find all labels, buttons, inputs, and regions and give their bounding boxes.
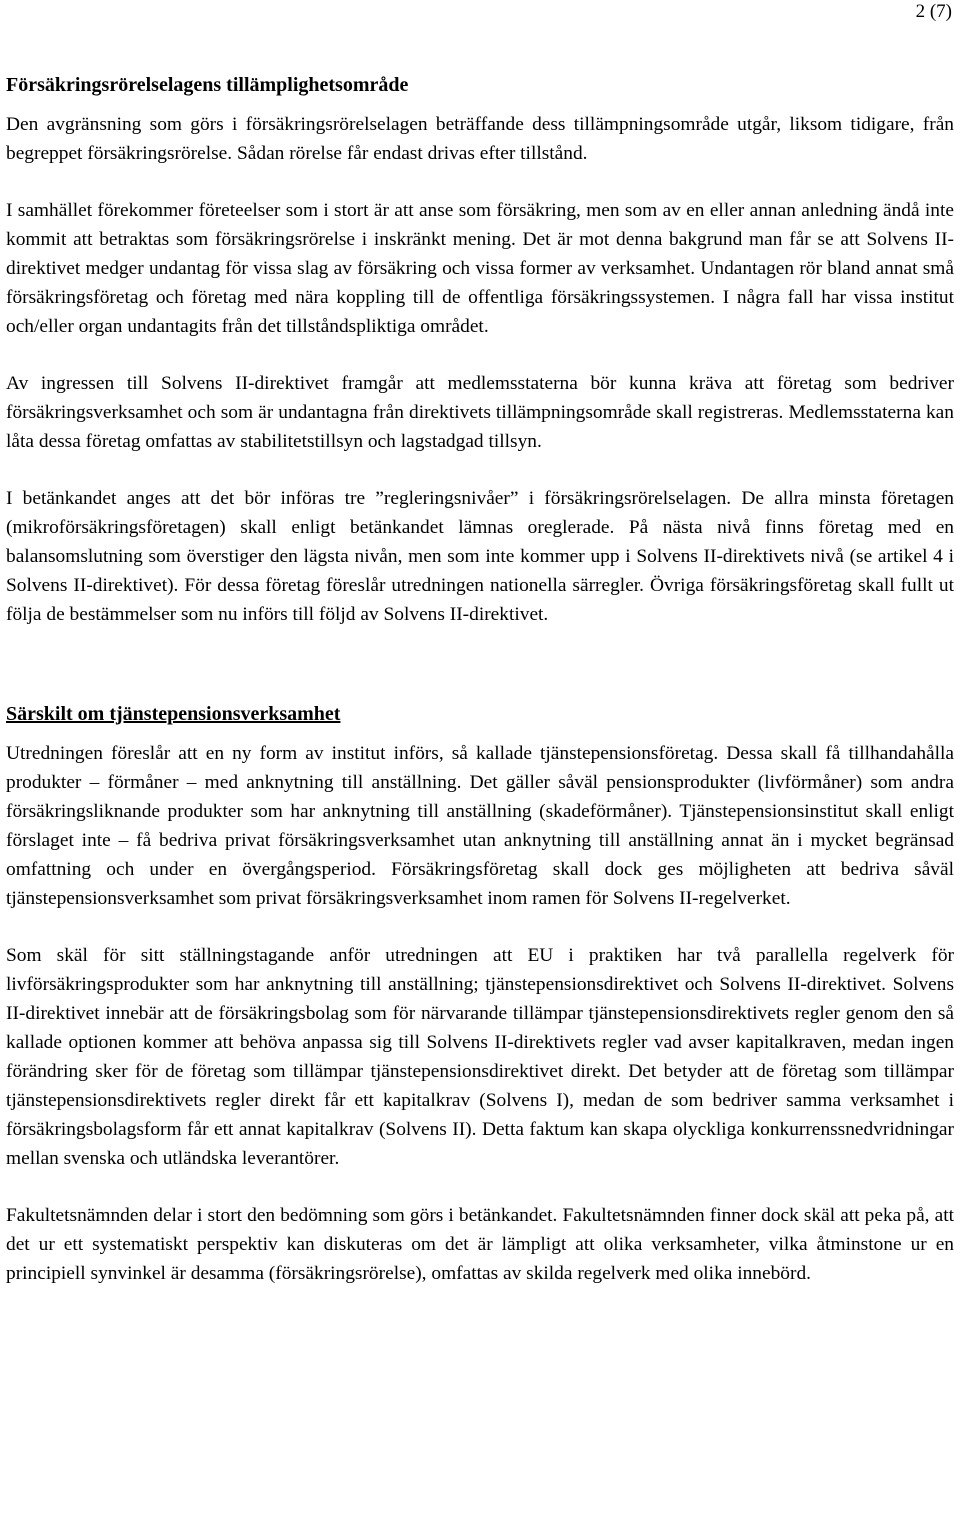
section-heading: Särskilt om tjänstepensionsverksamhet bbox=[6, 703, 341, 725]
section-spacer bbox=[6, 681, 954, 701]
paragraph: I samhället förekommer företeelser som i stort är att anse som försäkring, men som av en eller annan anledning ändå inte kommit att betraktas som försäkringsrörelse i inskränkt mening. Det är mot denna bakgrund man får se att Solvens II-direktivet medger undantag för vissa slag av försäkring och vissa former av verksamhet. Undantagen rör bland annat små försäkringsföretag och företag med nära koppling till de offentliga försäkringssystemen. I några fall har vissa institut och/eller organ undantagits från det tillståndspliktiga området. bbox=[6, 200, 954, 337]
paragraph: Den avgränsning som görs i försäkringsrörelselagen beträffande dess tillämpningsområde utgår, liksom tidigare, från begreppet försäkringsrörelse. Sådan rörelse får endast drivas efter tillstånd. bbox=[6, 114, 954, 164]
paragraph: I betänkandet anges att det bör införas tre ”regleringsnivåer” i försäkringsrörelselagen. De allra minsta företagen (mikroförsäkringsföretagen) skall enligt betänkandet lämnas oreglerade. På nästa nivå finns företag med en balansomslutning som överstiger den lägsta nivån, men som inte kommer upp i Solvens II-direktivets nivå (se artikel 4 i Solvens II-direktivet). För dessa företag föreslår utredningen nationella särregler. Övriga försäkringsföretag skall fullt ut följa de bestämmelser som nu införs till följd av Solvens II-direktivet. bbox=[6, 488, 954, 625]
section-heading: Försäkringsrörelselagens tillämplighetsområde bbox=[6, 74, 409, 96]
document-body bbox=[6, 72, 954, 1288]
section-occupational-pension bbox=[6, 701, 954, 1288]
paragraph: Som skäl för sitt ställningstagande anför utredningen att EU i praktiken har två parallella regelverk för livförsäkringsprodukter som har anknytning till anställning; tjänstepensionsdirektivet och Solvens II-direktivet. Solvens II-direktivet innebär att de försäkringsbolag som för närvarande tillämpar tjänstepensionsdirektivets regler genom den så kallade optionen kommer att behöva anpassa sig till Solvens II-direktivets regler vad avser kapitalkraven, medan ingen förändring sker för de företag som tillämpar tjänstepensionsdirektivet direkt. Det betyder att de företag som tillämpar tjänstepensionsdirektivets regler direkt får ett kapitalkrav (Solvens I), medan de som bedriver samma verksamhet i försäkringsbolagsform får ett annat kapitalkrav (Solvens II). Detta faktum kan skapa olyckliga konkurrenssnedvridningar mellan svenska och utländska leverantörer. bbox=[6, 945, 954, 1169]
section-scope bbox=[6, 72, 954, 629]
paragraph: Av ingressen till Solvens II-direktivet framgår att medlemsstaterna bör kunna kräva att företag som bedriver försäkringsverksamhet och som är undantagna från direktivets tillämpningsområde skall registreras. Medlemsstaterna kan låta dessa företag omfattas av stabilitetstillsyn och lagstadgad tillsyn. bbox=[6, 373, 954, 452]
page-number: 2 (7) bbox=[915, 1, 952, 22]
paragraph: Fakultetsnämnden delar i stort den bedömning som görs i betänkandet. Fakultetsnämnden finner dock skäl att peka på, att det ur ett systematiskt perspektiv kan diskuteras om det är lämpligt att olika verksamheter, vilka åtminstone ur en principiell synvinkel är desamma (försäkringsrörelse), omfattas av skilda regelverk med olika innebörd. bbox=[6, 1205, 954, 1284]
paragraph: Utredningen föreslår att en ny form av institut införs, så kallade tjänstepensionsföretag. Dessa skall få tillhandahålla produkter – förmåner – med anknytning till anställning. Det gäller såväl pensionsprodukter (livförmåner) som andra försäkringsliknande produkter som har anknytning till anställning (skadeförmåner). Tjänstepensionsinstitut skall enligt förslaget inte – få bedriva privat försäkringsverksamhet utan anknytning till anställning annat än i mycket begränsad omfattning och under en övergångsperiod. Försäkringsföretag skall dock ges möjligheten att bedriva såväl tjänstepensionsverksamhet som privat försäkringsverksamhet inom ramen för Solvens II-regelverket. bbox=[6, 743, 954, 909]
section-spacer bbox=[6, 629, 954, 681]
